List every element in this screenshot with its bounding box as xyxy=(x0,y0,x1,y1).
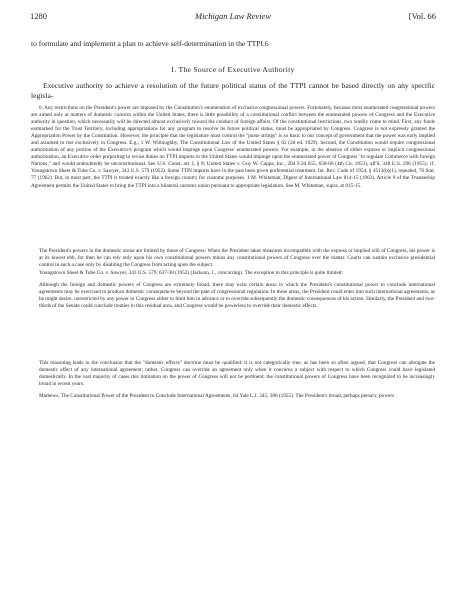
volume-label: [Vol. 66 xyxy=(408,11,436,21)
running-header xyxy=(30,11,436,25)
footnote-citation-mathews: Mathews, The Constitutional Power of the President to Conclude International Agreements, 64 Yale L.J. 345, 380 (1955). The President's broad, perhaps plenary, powers xyxy=(39,393,395,399)
page-number: 1280 xyxy=(30,11,47,21)
footnote-quote-youngstown: The President's powers in the domestic arena are limited by those of Congress: When the President takes measures incompatible with the express or implied will of Congress, his power is at its lowest ebb, for then he can rely only upon his own constitutional powers minus any constitutional powers of Congress over the matter. Courts can sustain exclusive presidential control in such a case only by disabling the Congress from acting upon the subject. xyxy=(39,248,435,269)
section-heading: I. The Source of Executive Authority xyxy=(171,65,295,74)
footnote-6: 6. Any restrictions on the President's power are imposed by the Constitution's enumeration of exclusive congressional powers. Fortunately, because most enumerated congressional powers are aimed only at matters of domestic concern within the United States, there is little possibility of a constitutional conflict between the enumerated powers of Congress and the Executive authority in question, which necessarily will be directed almost exclusively toward the conduct of foreign affairs. Of the constitutional restrictions, two readily come to mind. First, any funds earmarked for the Trust Territory, including appropriations for any program to resolve its future political status, must be appropriated by Congress. Congress is not expressly granted the Appropriation Power by the Constitution. However, the principle that the legislature must control the "purse strings" is so basic to our concept of government that the power was early implied and assumed to rest exclusively in Congress. E.g., 1 W. Willoughby, The Constitutional Law of the United States § 62 (2d ed. 1929). Second, the Constitution would require congressional authorization of any portion of the Executive's program which would impinge upon Congress' enumerated powers. For example, in the absence of either express or implicit congressional authorization, an Executive order purporting to revise duties on TTPI imports to the United States would impinge upon the enumerated power of Congress "to regulate Commerce with foreign Nations," and would undoubtedly be unconstitutional. See U.S. Const. art. I, § 8; United States v. Guy W. Capps, Inc., 204 F.2d 655, 658-60 (4th Cir. 1953), aff'd, 348 U.S. 296 (1955); cf. Youngstown Sheet & Tube Co. v. Sawyer, 343 U.S. 579 (1952). Some TTPI imports have in the past been given preferential treatment. Int. Rev. Code of 1954, § 4513(b)(1), repealed, 76 Stat. 77 (1962). But, in most part, the TTPI is treated exactly like a foreign country for customs purposes. 1 M. Whiteman, Digest of International Law 814-15 (1963). Article 9 of the Trusteeship Agreement permits the United States to bring the TTPI into a bilateral customs union pursuant to appropriate legislation. See M. Whiteman, supra, at 815-15. xyxy=(31,105,435,189)
body-paragraph: Executive authority to achieve a resolution of the future political status of the TTPI cannot be based directly on any specific legisla- xyxy=(31,81,435,100)
journal-title: Michigan Law Review xyxy=(194,11,271,21)
footnote-citation-youngstown: Youngstown Sheet & Tube Co. v. Sawyer, 343 U.S. 579, 637-38 (1952) (Jackson, J., concurring). The exception to this principle is quite limited: xyxy=(39,270,343,276)
footnote-quote-mathews-1: Although the foreign and domestic powers of Congress are extremely broad, there may exist certain areas in which the President's constitutional power to conclude international agreements may be exercised to produce domestic consequences beyond the pale of congressional regulation. In these areas, the President could enter into such international agreements, as he might desire, unrestricted by any power in Congress either to limit him in advance or to override subsequently the domestic consequences of his action. Similarly, the President and two-thirds of the Senate could conclude treaties in this residual area, and Congress would be powerless to override their domestic effects. xyxy=(39,282,435,310)
intro-line: to formulate and implement a plan to achieve self-determination in the TTPI.6 xyxy=(31,39,269,48)
footnote-quote-mathews-2: This reasoning leads to the conclusion that the "domestic effects" doctrine must be qualified: it is not categorically true, as has been so often argued, that Congress can abrogate the domestic effect of any international agreement; rather, Congress can override an agreement only when it concerns a subject with respect to which Congress could have legislated domestically. In the vast majority of cases this limitation on the power of Congress will not be pertinent; the constitutional powers of Congress have been recognized to be increasingly broad in recent years. xyxy=(39,360,435,388)
